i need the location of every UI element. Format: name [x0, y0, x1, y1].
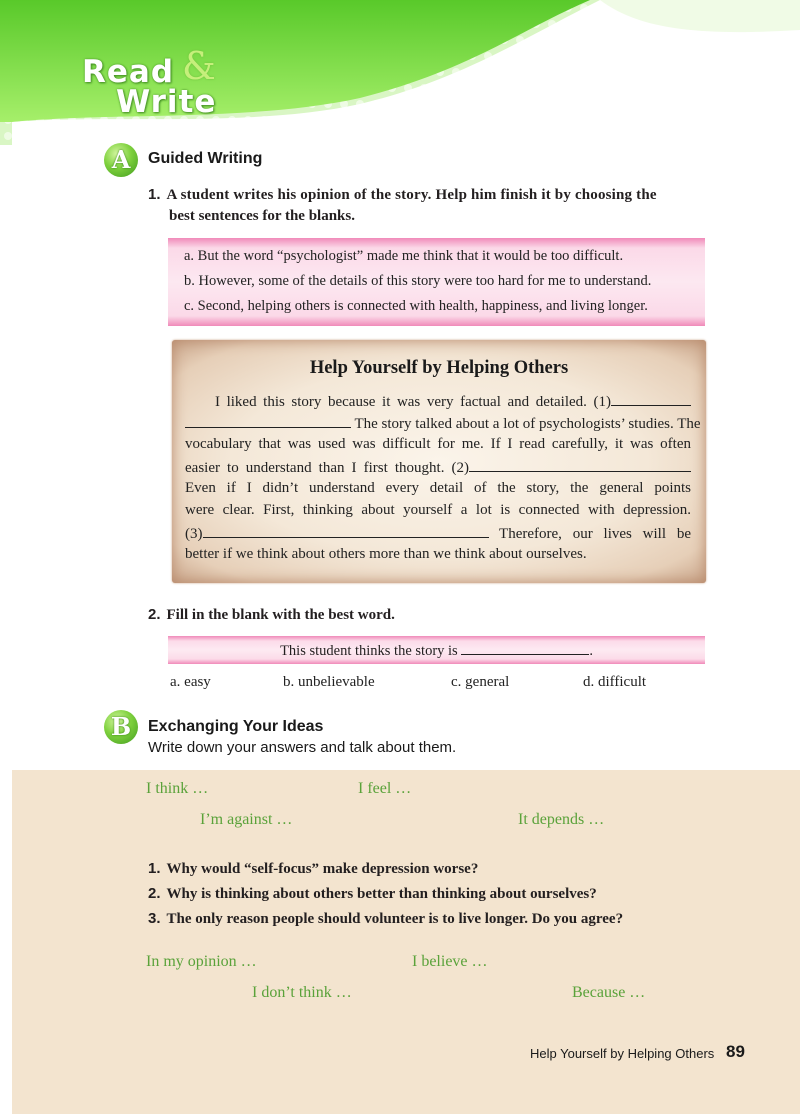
q2-instruction	[148, 604, 395, 626]
section-b-badge: B	[104, 710, 138, 744]
section-b-subtitle: Write down your answers and talk about them.	[148, 739, 457, 756]
q1-options-band	[168, 238, 705, 326]
logo-read-text: Read	[82, 54, 175, 90]
b-question-3	[148, 910, 623, 928]
phrase-i-believe: I believe …	[412, 953, 488, 970]
phrase-im-against: I’m against …	[200, 811, 293, 828]
q1-instruction	[148, 184, 704, 227]
choice-a: a. easy	[170, 674, 211, 690]
option-b: b. However, some of the details of this story were too hard for me to understand.	[184, 273, 652, 289]
paragraph-text: The story talked about a lot of psychologists’ studies. The	[354, 416, 701, 432]
paragraph-line-7	[185, 524, 691, 543]
paragraph-text: Therefore, our lives will be	[499, 526, 691, 542]
paragraph-line-2	[185, 414, 701, 433]
paragraph-line-5: Even if I didn’t understand every detail of the story, the general points	[185, 480, 691, 496]
paragraph-title: Help Yourself by Helping Others	[309, 358, 569, 378]
choice-d: d. difficult	[583, 674, 647, 690]
b-question-text: Why would “self-focus” make depression worse?	[166, 861, 479, 877]
choice-c: c. general	[451, 674, 510, 690]
phrase-i-think: I think …	[146, 780, 209, 797]
section-b-title: Exchanging Your Ideas	[148, 718, 324, 735]
b-question-number: 1.	[148, 860, 161, 877]
paragraph-card	[172, 340, 706, 583]
q2-sentence-band	[168, 636, 705, 664]
phrase-because: Because …	[572, 984, 646, 1001]
q2-sentence-end: .	[589, 643, 593, 659]
logo-write-text: Write	[116, 84, 217, 120]
paragraph-line-6: were clear. First, thinking about yourself a lot is connected with depression.	[185, 502, 691, 518]
b-question-2	[148, 885, 597, 903]
discussion-panel	[12, 770, 800, 1114]
paragraph-text: (3)	[185, 526, 203, 542]
q2-sentence-text: This student thinks the story is	[280, 643, 458, 659]
b-question-number: 3.	[148, 910, 161, 927]
footer-chapter-title: Help Yourself by Helping Others	[530, 1046, 715, 1061]
blank-1-start	[611, 392, 691, 406]
section-a-title: Guided Writing	[148, 150, 263, 167]
q1-instruction-line1: A student writes his opinion of the story. Help him finish it by choosing the	[166, 187, 657, 203]
b-question-text: Why is thinking about others better than thinking about ourselves?	[166, 886, 597, 902]
q2-sentence	[168, 641, 705, 660]
page-number: 89	[726, 1042, 745, 1061]
q1-number: 1.	[148, 186, 161, 203]
paragraph-line-4	[185, 458, 691, 477]
logo-ampersand: &	[182, 44, 217, 88]
b-question-number: 2.	[148, 885, 161, 902]
phrase-it-depends: It depends …	[518, 811, 605, 828]
q1-instruction-line2: best sentences for the blanks.	[169, 208, 355, 224]
q2-instruction-text: Fill in the blank with the best word.	[166, 607, 395, 623]
blank-2	[469, 458, 691, 472]
paragraph-line-1	[185, 392, 691, 411]
option-c: c. Second, helping others is connected with health, happiness, and living longer.	[184, 298, 648, 314]
phrase-i-dont-think: I don’t think …	[252, 984, 352, 1001]
blank-1-end	[185, 414, 351, 428]
paragraph-text: I liked this story because it was very factual and detailed. (1)	[215, 394, 611, 410]
read-write-logo	[82, 44, 232, 122]
b-question-text: The only reason people should volunteer is to live longer. Do you agree?	[166, 911, 624, 927]
option-a: a. But the word “psychologist” made me think that it would be too difficult.	[184, 248, 624, 264]
paragraph-line-3: vocabulary that was used was difficult for me. If I read carefully, it was often	[185, 436, 691, 452]
phrase-in-my-opinion: In my opinion …	[146, 953, 257, 970]
blank-3	[203, 524, 489, 538]
section-a-badge: A	[104, 143, 138, 177]
b-question-1	[148, 860, 478, 878]
phrase-i-feel: I feel …	[358, 780, 412, 797]
q2-number: 2.	[148, 606, 161, 623]
choice-b: b. unbelievable	[283, 674, 375, 690]
q2-blank	[461, 641, 589, 655]
paragraph-line-8: better if we think about others more than we think about ourselves.	[185, 546, 587, 562]
paragraph-text: easier to understand than I first thought. (2)	[185, 460, 469, 476]
